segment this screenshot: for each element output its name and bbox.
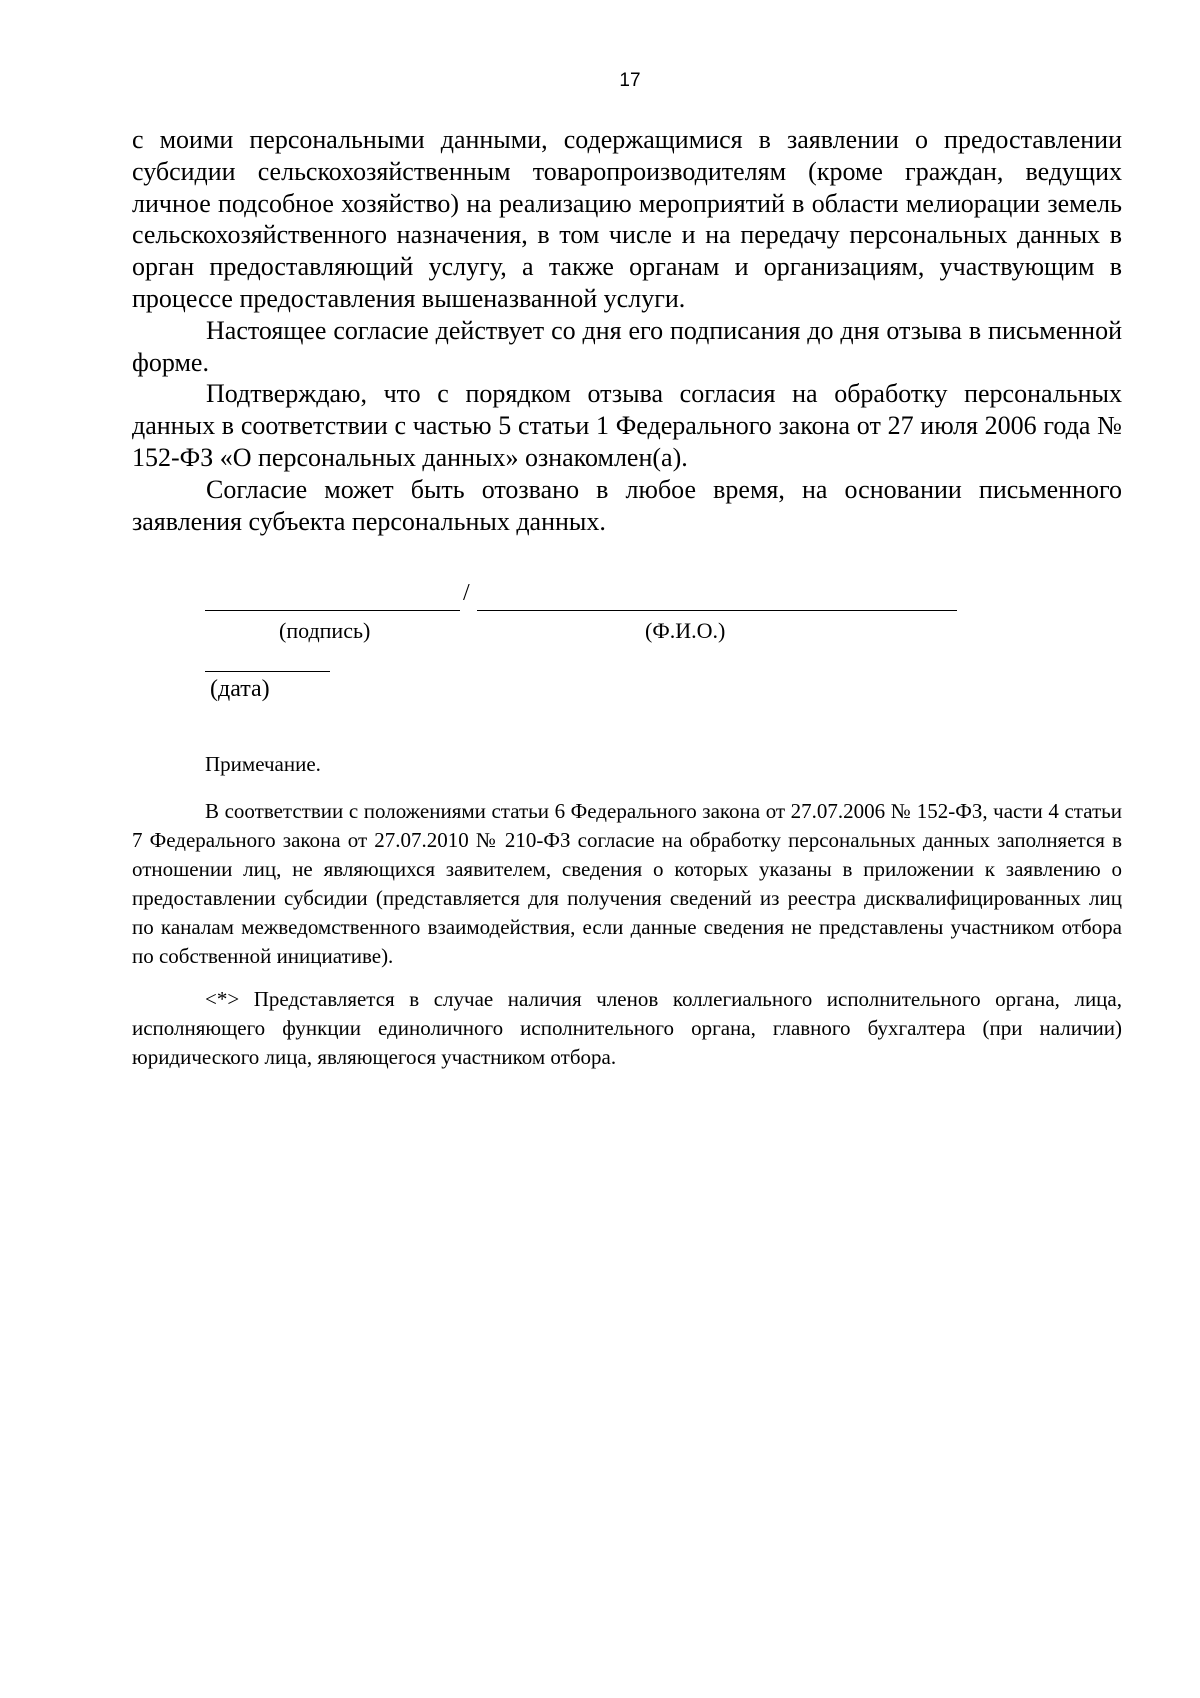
- note-paragraph-law-reference: В соответствии с положениями статьи 6 Федерального закона от 27.07.2006 № 152-ФЗ, части 4 статьи 7 Федерального закона от 27.07.2010 № 210-ФЗ согласие на обработку персональных данных заполняется в отношении лиц, не являющихся заявителем, сведения о которых указаны в приложении к заявлению о предоставлении субсидии (представляется для получения сведений из реестра дисквалифицированных лиц по каналам межведомственного взаимодействия, если данные сведения не представлены участником отбора по собственной инициативе).: [132, 799, 1122, 968]
- consent-body: [132, 124, 1122, 537]
- signature-separator: /: [463, 580, 470, 606]
- signature-caption: (подпись): [279, 618, 371, 643]
- consent-revocation-paragraph: Согласие может быть отозвано в любое время, на основании письменного заявления субъекта персональных данных.: [132, 474, 1122, 536]
- page-number: 17: [619, 70, 641, 91]
- signature-line: [205, 610, 460, 611]
- signature-block: [205, 580, 975, 643]
- consent-withdrawal-procedure-paragraph: Подтверждаю, что с порядком отзыва согласия на обработку персональных данных в соответствии с частью 5 статьи 1 Федерального закона от 27 июля 2006 года № 152-ФЗ «О персональных данных» ознакомлен(а).: [132, 379, 1122, 472]
- full-name-caption: (Ф.И.О.): [645, 618, 726, 643]
- date-line: [205, 671, 330, 672]
- note-section: [132, 797, 1122, 1072]
- note-paragraph-footnote: <*> Представляется в случае наличия членов коллегиального исполнительного органа, лица, исполняющего функции единоличного исполнительного органа, главного бухгалтера (при наличии) юридического лица, являющегося участником отбора.: [132, 987, 1122, 1069]
- consent-paragraph-continued: с моими персональными данными, содержащимися в заявлении о предоставлении субсидии сельскохозяйственным товаропроизводителям (кроме граждан, ведущих личное подсобное хозяйство) на реализацию мероприятий в области мелиорации земель сельскохозяйственного назначения, в том числе и на передачу персональных данных в орган предоставляющий услугу, а также органам и организациям, участвующим в процессе предоставления вышеназванной услуги.: [132, 125, 1122, 313]
- full-name-line: [477, 610, 957, 611]
- note-title: Примечание.: [205, 752, 321, 776]
- date-caption: (дата): [210, 676, 270, 702]
- consent-validity-paragraph: Настоящее согласие действует со дня его подписания до дня отзыва в письменной форме.: [132, 315, 1122, 377]
